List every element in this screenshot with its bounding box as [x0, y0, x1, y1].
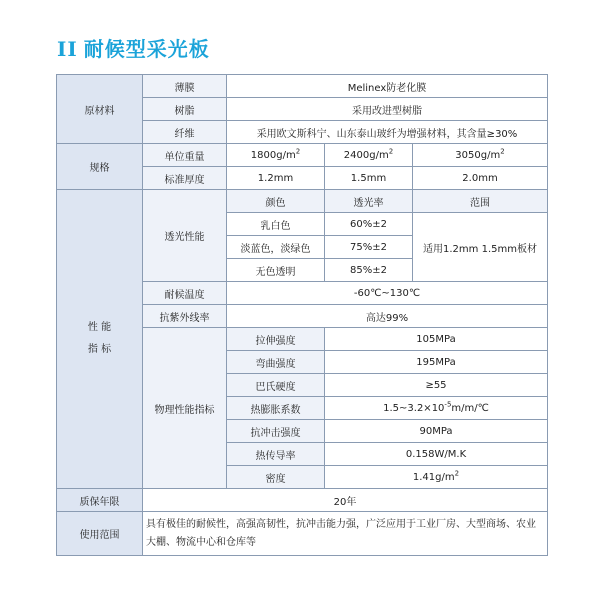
color-1: 乳白色 [227, 213, 325, 236]
fiber-value: 采用欧文斯科宁、山东泰山玻纤为增强材料，其含量≥30% [227, 121, 548, 144]
rate-3: 85%±2 [325, 259, 413, 282]
physical-label-4: 热膨胀系数 [227, 397, 325, 420]
table-row [57, 144, 548, 167]
rate-1: 60%±2 [325, 213, 413, 236]
spec-label: 规格 [57, 144, 143, 190]
physical-value-4: $1.5\sim 3.2\times 10^{-5}m/m/℃$ [325, 397, 548, 420]
title-text: 耐候型采光板 [83, 37, 210, 61]
warranty-label: 质保年限 [57, 489, 143, 512]
physical-label-2: 弯曲强度 [227, 351, 325, 374]
usage-value: 具有极佳的耐候性，高强高韧性，抗冲击能力强，广泛应用于工业厂房、大型商场、农业大棚、物流中心和仓库等 [143, 512, 548, 556]
color-3: 无色透明 [227, 259, 325, 282]
table-row [57, 512, 548, 556]
weight-value-2: $2400g/m^2$ [325, 144, 413, 167]
uv-value: 高达99% [227, 305, 548, 328]
usage-label: 使用范围 [57, 512, 143, 556]
col-color-header: 颜色 [227, 190, 325, 213]
physical-label-6: 热传导率 [227, 443, 325, 466]
weight-value-3: $3050g/m^2$ [413, 144, 548, 167]
table-row [57, 75, 548, 98]
resin-value: 采用改进型树脂 [227, 98, 548, 121]
physical-value-5: 90MPa [325, 420, 548, 443]
range-value: 适用1.2mm 1.5mm板材 [413, 213, 548, 282]
uv-label: 抗紫外线率 [143, 305, 227, 328]
film-value: Melinex防老化膜 [227, 75, 548, 98]
physical-value-1: 105MPa [325, 328, 548, 351]
fiber-label: 纤维 [143, 121, 227, 144]
title-numeral: II [57, 37, 78, 61]
transmit-label: 透光性能 [143, 190, 227, 282]
physical-label-7: 密度 [227, 466, 325, 489]
temp-value: -60℃~130℃ [227, 282, 548, 305]
weight-label: 单位重量 [143, 144, 227, 167]
temp-label: 耐候温度 [143, 282, 227, 305]
col-range-header: 范围 [413, 190, 548, 213]
physical-label-1: 拉伸强度 [227, 328, 325, 351]
thickness-value-1: 1.2mm [227, 167, 325, 190]
thickness-label: 标准厚度 [143, 167, 227, 190]
spec-table [56, 74, 548, 556]
thickness-value-2: 1.5mm [325, 167, 413, 190]
physical-label-3: 巴氏硬度 [227, 374, 325, 397]
physical-value-7: $1.41g/m^2$ [325, 466, 548, 489]
warranty-value: 20年 [143, 489, 548, 512]
performance-label: 性 能 指 标 [57, 190, 143, 489]
rate-2: 75%±2 [325, 236, 413, 259]
page-title [57, 33, 210, 62]
table-row [57, 489, 548, 512]
thickness-value-3: 2.0mm [413, 167, 548, 190]
physical-value-3: ≥55 [325, 374, 548, 397]
film-label: 薄膜 [143, 75, 227, 98]
physical-value-2: 195MPa [325, 351, 548, 374]
table-row [57, 190, 548, 213]
col-transmit-header: 透光率 [325, 190, 413, 213]
resin-label: 树脂 [143, 98, 227, 121]
materials-label: 原材料 [57, 75, 143, 144]
weight-value-1: $1800g/m^2$ [227, 144, 325, 167]
physical-label-5: 抗冲击强度 [227, 420, 325, 443]
physical-label: 物理性能指标 [143, 328, 227, 489]
color-2: 淡蓝色，淡绿色 [227, 236, 325, 259]
physical-value-6: 0.158W/M.K [325, 443, 548, 466]
